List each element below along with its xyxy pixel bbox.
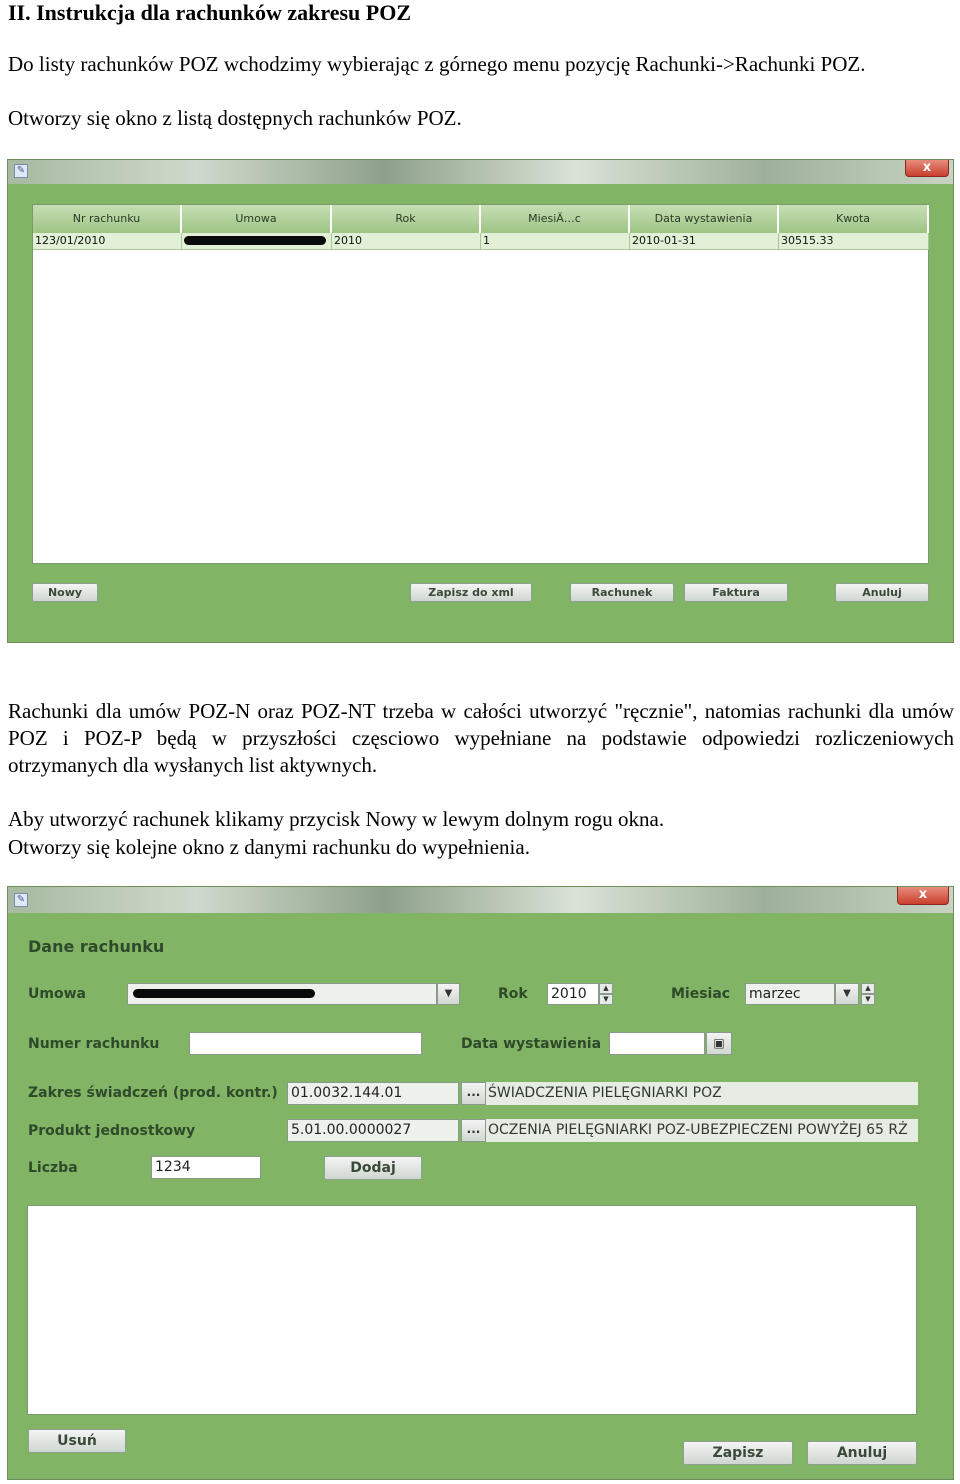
invoice-button[interactable]: Rachunek [570, 583, 674, 602]
items-list [27, 1205, 917, 1415]
produkt-code-field[interactable]: 5.01.00.0000027 [287, 1119, 459, 1142]
numer-rachunku-input[interactable] [189, 1032, 422, 1055]
cell-miesiac[interactable]: 1 [481, 233, 630, 250]
rok-spinner-field[interactable]: 2010 [547, 983, 599, 1005]
produkt-label: Produkt jednostkowy [28, 1123, 196, 1139]
paragraph-click-new: Aby utworzyć rachunek klikamy przycisk Nowy w lewym dolnym rogu okna. [8, 807, 665, 831]
rok-spinner-up-icon[interactable]: ▲ [599, 983, 613, 994]
paragraph-list-opens: Otworzy się okno z listą dostępnych rachunków POZ. [8, 106, 462, 130]
column-header-miesiac[interactable]: MiesiÄ…c [481, 205, 630, 233]
app-icon: ✎ [14, 893, 28, 907]
document-title: II. Instrukcja dla rachunków zakresu POZ [8, 0, 411, 25]
new-button[interactable]: Nowy [32, 583, 98, 602]
zakres-description: ŚWIADCZENIA PIELĘGNIARKI POZ [486, 1082, 918, 1105]
column-header-kwota[interactable]: Kwota [779, 205, 929, 233]
miesiac-label: Miesiac [671, 986, 731, 1002]
umowa-select[interactable] [127, 983, 437, 1005]
column-header-rok[interactable]: Rok [332, 205, 481, 233]
data-wystawienia-label: Data wystawienia [461, 1036, 602, 1052]
calendar-icon[interactable]: ▣ [706, 1032, 732, 1055]
umowa-dropdown-arrow[interactable]: ▼ [437, 983, 460, 1005]
delete-button[interactable]: Usuń [28, 1429, 126, 1453]
app-icon: ✎ [14, 164, 28, 178]
invoice-table [32, 204, 929, 564]
add-button[interactable]: Dodaj [324, 1156, 422, 1180]
paragraph-intro: Do listy rachunków POZ wchodzimy wybierając z górnego menu pozycję Rachunki->Rachunki POZ. [8, 52, 866, 76]
window-titlebar [8, 887, 953, 913]
zakres-code-field[interactable]: 01.0032.144.01 [287, 1082, 459, 1105]
column-header-umowa[interactable]: Umowa [182, 205, 332, 233]
save-xml-button[interactable]: Zapisz do xml [410, 583, 532, 602]
liczba-label: Liczba [28, 1160, 78, 1176]
invoice-form-window [7, 886, 954, 1480]
save-button[interactable]: Zapisz [683, 1441, 793, 1465]
cancel-button[interactable]: Anuluj [807, 1441, 917, 1465]
miesiac-spinner-up-icon[interactable]: ▲ [861, 983, 875, 994]
data-wystawienia-input[interactable] [609, 1032, 705, 1055]
form-heading: Dane rachunku [28, 937, 165, 956]
cell-data[interactable]: 2010-01-31 [630, 233, 779, 250]
rok-label: Rok [498, 986, 528, 1002]
column-header-nr[interactable]: Nr rachunku [33, 205, 182, 233]
redaction-mark [184, 236, 326, 245]
umowa-label: Umowa [28, 986, 86, 1002]
paragraph-manual-invoices: Rachunki dla umów POZ-N oraz POZ-NT trzeba w całości utworzyć "ręcznie", natomias rachunki dla umów POZ i POZ-P będą w przyszłości częsciowo wypełniane na podstawie odpowiedzi rozliczeniowych otrzymanych dla wysłanych list aktywnych. [8, 699, 954, 777]
paragraph-form-opens: Otworzy się kolejne okno z danymi rachunku do wypełnienia. [8, 835, 530, 859]
rok-spinner-down-icon[interactable]: ▼ [599, 994, 613, 1005]
produkt-browse-button[interactable]: ... [461, 1119, 486, 1142]
redaction-mark [133, 989, 315, 998]
miesiac-select[interactable]: marzec [745, 983, 835, 1005]
column-header-data[interactable]: Data wystawienia [630, 205, 779, 233]
close-button[interactable]: x [905, 160, 949, 177]
cancel-button[interactable]: Anuluj [835, 583, 929, 602]
zakres-label: Zakres świadczeń (prod. kontr.) [28, 1085, 278, 1101]
cell-umowa-redacted[interactable] [182, 233, 332, 250]
faktura-button[interactable]: Faktura [684, 583, 788, 602]
miesiac-spinner-down-icon[interactable]: ▼ [861, 994, 875, 1005]
window-titlebar [8, 160, 953, 184]
produkt-description: OCZENIA PIELĘGNIARKI POZ-UBEZPIECZENI POWYŻEJ 65 RŻ [486, 1119, 918, 1142]
invoice-list-window [7, 159, 954, 643]
miesiac-dropdown-arrow[interactable]: ▼ [835, 983, 859, 1005]
cell-nr[interactable]: 123/01/2010 [33, 233, 182, 250]
cell-kwota[interactable]: 30515.33 [779, 233, 929, 250]
zakres-browse-button[interactable]: ... [461, 1082, 486, 1105]
cell-rok[interactable]: 2010 [332, 233, 481, 250]
close-button[interactable]: x [897, 887, 949, 905]
numer-rachunku-label: Numer rachunku [28, 1036, 160, 1052]
liczba-input[interactable]: 1234 [151, 1156, 261, 1179]
